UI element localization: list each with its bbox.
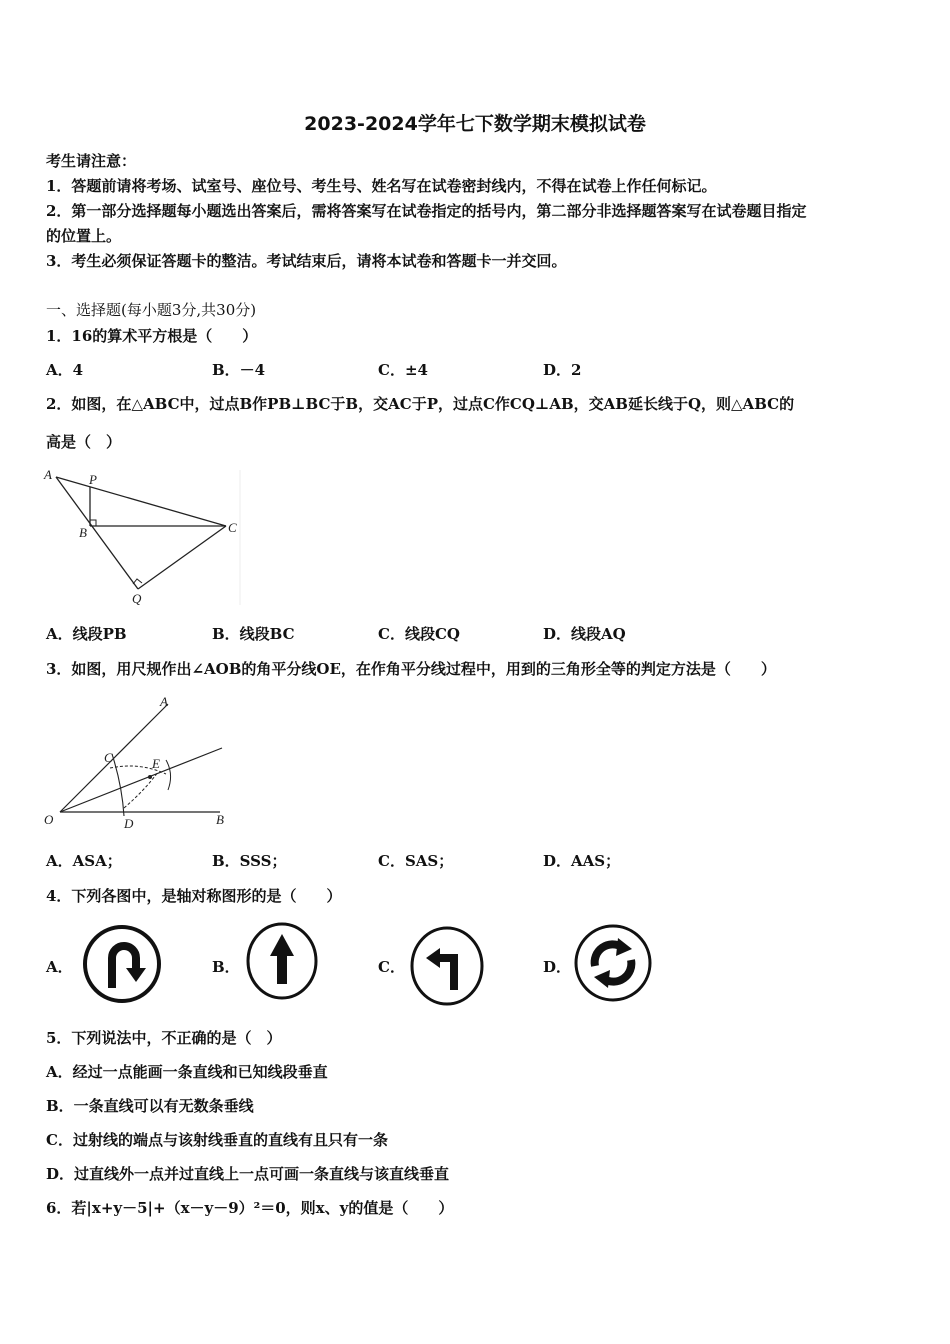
recycle-arrows-sign-icon — [572, 922, 654, 1004]
question-3-option-c[interactable]: C．SAS； — [378, 852, 454, 870]
question-2-option-c[interactable]: C．线段CQ — [378, 625, 460, 643]
question-2-option-a[interactable]: A．线段PB — [46, 625, 127, 643]
notice-item: 3．考生必须保证答题卡的整洁。考试结束后，请将本试卷和答题卡一并交回。 — [46, 252, 567, 270]
question-5-option-a[interactable]: A．经过一点能画一条直线和已知线段垂直 — [46, 1063, 328, 1081]
question-4-option-a[interactable]: A． — [46, 958, 73, 976]
question-1-option-d[interactable]: D．2 — [543, 361, 582, 379]
page-title: 2023-2024学年七下数学期末模拟试卷 — [304, 113, 646, 135]
label-c: C — [104, 750, 113, 765]
question-6-stem: 6．若|x+y－5|+（x－y－9）²＝0，则x、y的值是（ ） — [46, 1199, 454, 1217]
up-arrow-sign-icon — [244, 920, 320, 1002]
question-5-option-b[interactable]: B．一条直线可以有无数条垂线 — [46, 1097, 254, 1115]
question-3-option-a[interactable]: A．ASA； — [46, 852, 122, 870]
label-a: A — [160, 694, 168, 709]
question-1-stem: 1．16的算术平方根是（ ） — [46, 327, 258, 345]
label-d: D — [124, 816, 134, 831]
question-4-option-b[interactable]: B． — [212, 958, 240, 976]
question-4-stem: 4．下列各图中，是轴对称图形的是（ ） — [46, 887, 342, 905]
notice-item: 的位置上。 — [46, 227, 122, 245]
question-2-option-b[interactable]: B．线段BC — [212, 625, 295, 643]
question-3-stem: 3．如图，用尺规作出∠AOB的角平分线OE，在作角平分线过程中，用到的三角形全等的判定方法是（ ） — [46, 660, 776, 678]
angle-bisector-figure — [40, 690, 240, 835]
question-2-stem-cont: 高是（ ） — [46, 433, 122, 451]
question-5-option-c[interactable]: C．过射线的端点与该射线垂直的直线有且只有一条 — [46, 1131, 388, 1149]
label-b: B — [79, 525, 87, 540]
label-o: O — [44, 812, 54, 827]
section-heading: 一、选择题(每小题3分,共30分) — [46, 301, 257, 319]
left-turn-sign-icon — [408, 924, 486, 1008]
label-b: B — [216, 812, 224, 827]
question-1-option-a[interactable]: A．4 — [46, 361, 84, 379]
question-3-option-d[interactable]: D．AAS； — [543, 852, 621, 870]
label-e: E — [152, 756, 160, 771]
label-a: A — [44, 467, 52, 482]
notice-item: 1．答题前请将考场、试室号、座位号、考生号、姓名写在试卷密封线内，不得在试卷上作任何标记。 — [46, 177, 717, 195]
label-q: Q — [132, 591, 142, 606]
triangle-figure — [40, 465, 245, 610]
question-5-stem: 5．下列说法中，不正确的是（ ） — [46, 1029, 282, 1047]
notice-heading: 考生请注意： — [46, 152, 137, 170]
question-4-option-c[interactable]: C． — [378, 958, 405, 976]
question-5-option-d[interactable]: D．过直线外一点并过直线上一点可画一条直线与该直线垂直 — [46, 1165, 450, 1183]
question-3-option-b[interactable]: B．SSS； — [212, 852, 287, 870]
question-1-option-c[interactable]: C．±4 — [378, 361, 428, 379]
label-p: P — [89, 472, 97, 487]
question-2-option-d[interactable]: D．线段AQ — [543, 625, 626, 643]
question-4-option-d[interactable]: D． — [543, 958, 572, 976]
question-2-stem: 2．如图，在△ABC中，过点B作PB⊥BC于B，交AC于P，过点C作CQ⊥AB，交AB延长线于Q，则△ABC的 — [46, 395, 795, 413]
question-1-option-b[interactable]: B．－4 — [212, 361, 266, 379]
label-c: C — [228, 520, 237, 535]
notice-item: 2．第一部分选择题每小题选出答案后，需将答案写在试卷指定的括号内，第二部分非选择题答案写在试卷题目指定 — [46, 202, 807, 220]
u-turn-sign-icon — [80, 922, 164, 1006]
